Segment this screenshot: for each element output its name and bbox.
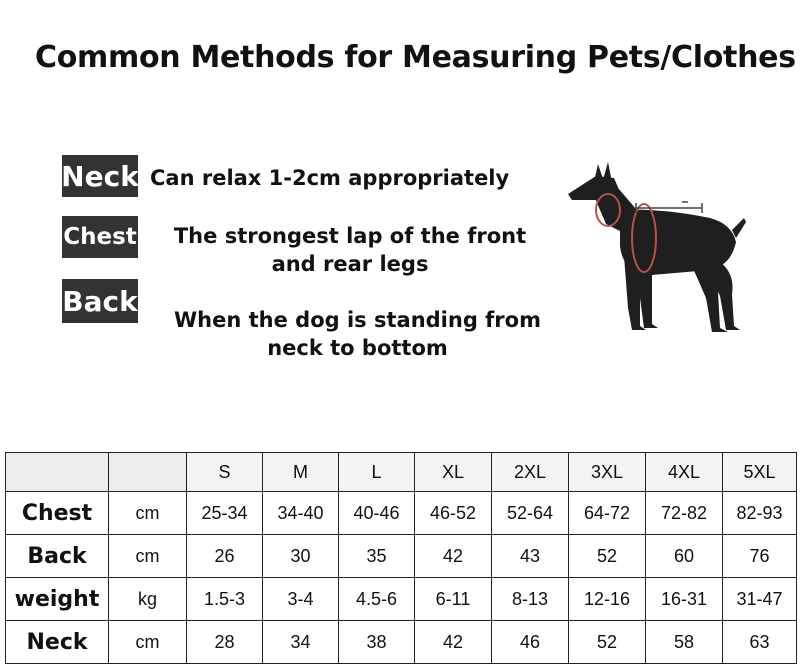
neck-label: Neck bbox=[62, 155, 138, 197]
row-label: weight bbox=[6, 578, 109, 621]
size-header: 3XL bbox=[569, 453, 646, 492]
value-cell: 76 bbox=[723, 535, 797, 578]
unit-cell: kg bbox=[109, 578, 187, 621]
value-cell: 31-47 bbox=[723, 578, 797, 621]
value-cell: 38 bbox=[339, 621, 415, 664]
value-cell: 34 bbox=[263, 621, 339, 664]
value-cell: 72-82 bbox=[646, 492, 723, 535]
row-label: Neck bbox=[6, 621, 109, 664]
value-cell: 64-72 bbox=[569, 492, 646, 535]
value-cell: 28 bbox=[187, 621, 263, 664]
table-row bbox=[6, 578, 797, 621]
unit-cell: cm bbox=[109, 492, 187, 535]
size-chart-table bbox=[5, 452, 797, 664]
back-label: Back bbox=[62, 279, 138, 323]
value-cell: 16-31 bbox=[646, 578, 723, 621]
value-cell: 58 bbox=[646, 621, 723, 664]
row-label: Back bbox=[6, 535, 109, 578]
chest-description: The strongest lap of the front and rear legs bbox=[173, 224, 527, 276]
page-title: Common Methods for Measuring Pets/Clothes bbox=[35, 40, 796, 75]
value-cell: 43 bbox=[492, 535, 569, 578]
value-cell: 35 bbox=[339, 535, 415, 578]
back-description: When the dog is standing from neck to bottom bbox=[174, 308, 541, 360]
value-cell: 12-16 bbox=[569, 578, 646, 621]
header-corner-cell bbox=[6, 453, 109, 492]
value-cell: 46 bbox=[492, 621, 569, 664]
size-header: 2XL bbox=[492, 453, 569, 492]
neck-description: Can relax 1-2cm appropriately bbox=[150, 166, 510, 190]
value-cell: 6-11 bbox=[415, 578, 492, 621]
size-header: L bbox=[339, 453, 415, 492]
value-cell: 63 bbox=[723, 621, 797, 664]
value-cell: 46-52 bbox=[415, 492, 492, 535]
size-header: 5XL bbox=[723, 453, 797, 492]
value-cell: 30 bbox=[263, 535, 339, 578]
value-cell: 42 bbox=[415, 621, 492, 664]
dog-illustration bbox=[560, 158, 750, 338]
value-cell: 25-34 bbox=[187, 492, 263, 535]
unit-cell: cm bbox=[109, 535, 187, 578]
value-cell: 8-13 bbox=[492, 578, 569, 621]
size-header: XL bbox=[415, 453, 492, 492]
value-cell: 52 bbox=[569, 535, 646, 578]
table-header-row bbox=[6, 453, 797, 492]
value-cell: 34-40 bbox=[263, 492, 339, 535]
dog-silhouette bbox=[568, 162, 746, 332]
value-cell: 3-4 bbox=[263, 578, 339, 621]
value-cell: 4.5-6 bbox=[339, 578, 415, 621]
row-label: Chest bbox=[6, 492, 109, 535]
size-header: 4XL bbox=[646, 453, 723, 492]
table-row bbox=[6, 621, 797, 664]
value-cell: 26 bbox=[187, 535, 263, 578]
value-cell: 40-46 bbox=[339, 492, 415, 535]
unit-cell: cm bbox=[109, 621, 187, 664]
chest-label: Chest bbox=[62, 216, 138, 258]
value-cell: 52 bbox=[569, 621, 646, 664]
table-row bbox=[6, 535, 797, 578]
size-header: M bbox=[263, 453, 339, 492]
value-cell: 82-93 bbox=[723, 492, 797, 535]
table-row bbox=[6, 492, 797, 535]
value-cell: 1.5-3 bbox=[187, 578, 263, 621]
value-cell: 52-64 bbox=[492, 492, 569, 535]
size-header: S bbox=[187, 453, 263, 492]
header-unit-cell bbox=[109, 453, 187, 492]
value-cell: 60 bbox=[646, 535, 723, 578]
value-cell: 42 bbox=[415, 535, 492, 578]
